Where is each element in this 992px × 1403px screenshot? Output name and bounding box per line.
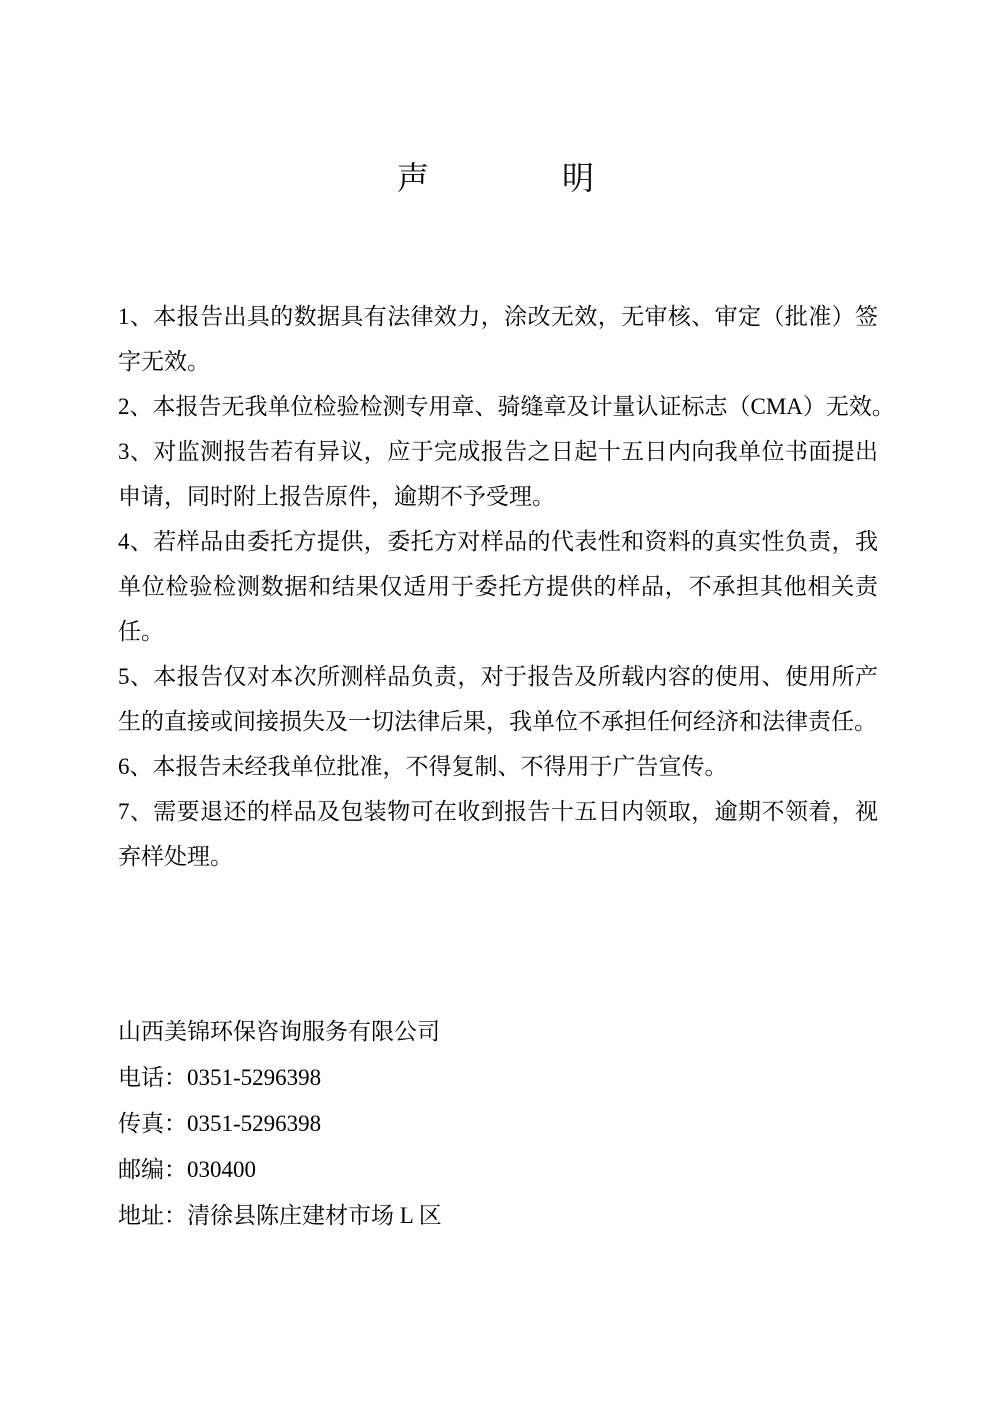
- fax-row: [118, 1101, 878, 1147]
- company-name-text: 山西美锦环保咨询服务有限公司: [118, 1019, 440, 1044]
- address-label: 地址：: [118, 1203, 187, 1228]
- statement-item-1: 1、本报告出具的数据具有法律效力，涂改无效，无审核、审定（批准）签字无效。: [118, 304, 878, 374]
- page-title: 声 明: [396, 160, 595, 196]
- statement-item-5: 5、本报告仅对本次所测样品负责，对于报告及所载内容的使用、使用所产生的直接或间接损失及一切法律后果，我单位不承担任何经济和法律责任。: [118, 664, 878, 734]
- postcode-row: [118, 1147, 878, 1193]
- company-name: [118, 1009, 878, 1055]
- phone-label: 电话：: [118, 1065, 187, 1090]
- contact-block: [118, 1009, 878, 1239]
- fax-label: 传真：: [118, 1111, 187, 1136]
- fax-value: 0351-5296398: [187, 1111, 322, 1136]
- statement-item-2: 2、本报告无我单位检验检测专用章、骑缝章及计量认证标志（CMA）无效。: [118, 394, 895, 419]
- address-value: 清徐县陈庄建材市场 L 区: [187, 1203, 442, 1228]
- postcode-label: 邮编：: [118, 1157, 187, 1182]
- statement-item-7: 7、需要退还的样品及包装物可在收到报告十五日内领取，逾期不领着，视弃样处理。: [118, 799, 878, 869]
- postcode-value: 030400: [187, 1157, 256, 1182]
- phone-value: 0351-5296398: [187, 1065, 322, 1090]
- phone-row: [118, 1055, 878, 1101]
- statement-list: [118, 294, 895, 879]
- statement-item-3: 3、对监测报告若有异议，应于完成报告之日起十五日内向我单位书面提出申请，同时附上报告原件，逾期不予受理。: [118, 439, 878, 509]
- statement-item-6: 6、本报告未经我单位批准，不得复制、不得用于广告宣传。: [118, 754, 728, 779]
- address-row: [118, 1193, 878, 1239]
- statement-item-4: 4、若样品由委托方提供，委托方对样品的代表性和资料的真实性负责，我单位检验检测数据和结果仅适用于委托方提供的样品，不承担其他相关责任。: [118, 529, 878, 644]
